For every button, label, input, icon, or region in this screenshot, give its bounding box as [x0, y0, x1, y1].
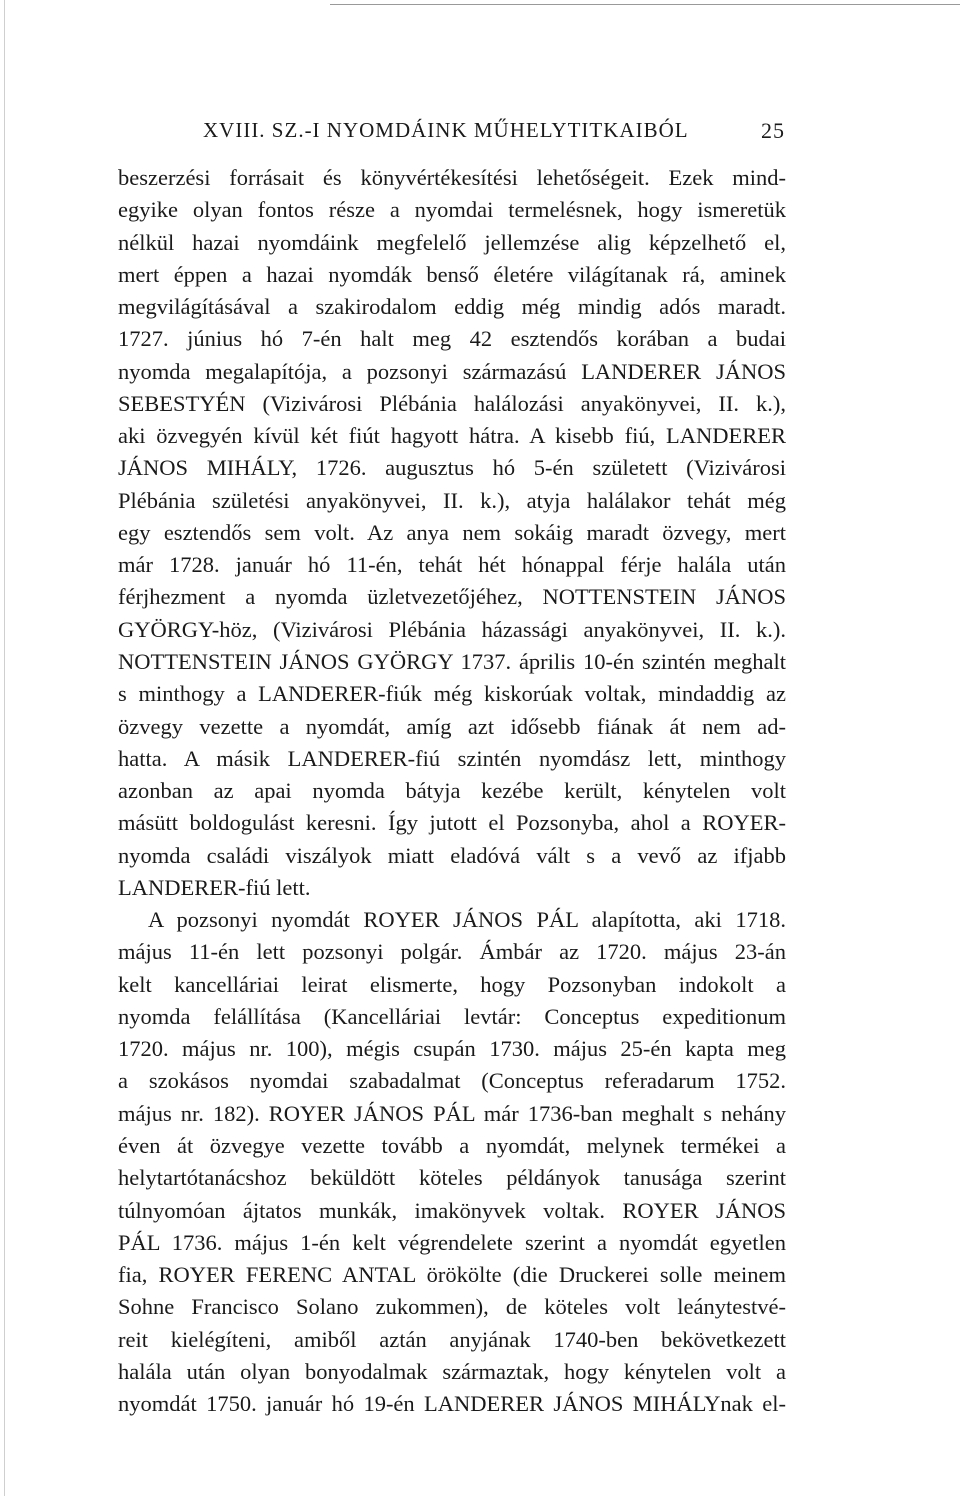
- text-line: azonban az apai nyomda bátyja kezébe került, kénytelen volt: [118, 778, 786, 804]
- text-line: PÁL 1736. május 1-én kelt végrendelete szerint a nyomdát egyetlen: [118, 1229, 786, 1255]
- text-line: halála után olyan bonyodalmak származtak, hogy kénytelen volt a: [118, 1358, 786, 1384]
- text-line: nyomdát 1750. január hó 19-én LANDERER JÁNOS MIHÁLYnak el-: [118, 1391, 786, 1417]
- scan-margin-line: [4, 0, 5, 1496]
- text-line: fia, ROYER FERENC ANTAL örökölte (die Druckerei solle meinem: [118, 1262, 786, 1288]
- text-line: egy esztendős sem volt. Az anya nem sokáig maradt özvegy, mert: [118, 519, 786, 545]
- text-line: mert éppen a hazai nyomdák benső életére világítanak rá, aminek: [118, 261, 786, 287]
- text-line: özvegy vezette a nyomdát, amíg azt idősebb fiának át nem ad-: [118, 713, 786, 739]
- running-head: [203, 118, 785, 148]
- text-line: helytartótanácshoz beküldött köteles példányok tanusága szerint: [118, 1165, 786, 1191]
- running-title: XVIII. SZ.-I NYOMDÁINK MŰHELYTITKAIBÓL: [203, 118, 689, 142]
- text-line: a szokásos nyomdai szabadalmat (Conceptus referadarum 1752.: [118, 1068, 786, 1094]
- text-line: Sohne Francisco Solano zukommen), de köteles volt leánytestvé-: [118, 1294, 786, 1320]
- text-line: reit kielégíteni, amiből aztán anyjának 1740-ben bekövetkezett: [118, 1326, 786, 1352]
- text-line: NOTTENSTEIN JÁNOS GYÖRGY 1737. április 10-én szintén meghalt: [118, 648, 786, 674]
- page-number: 25: [761, 118, 785, 143]
- text-line: LANDERER-fiú lett.: [118, 874, 311, 900]
- text-line: SEBESTYÉN (Vizivárosi Plébánia halálozási anyakönyvei, II. k.),: [118, 390, 786, 416]
- text-line: május 11-én lett pozsonyi polgár. Ámbár az 1720. május 23-án: [118, 939, 786, 965]
- scan-edge-line: [330, 4, 960, 5]
- body-text: [118, 162, 786, 1420]
- text-line: férjhezment a nyomda üzletvezetőjéhez, NOTTENSTEIN JÁNOS: [118, 584, 786, 610]
- text-line: túlnyomóan ájtatos munkák, imakönyvek voltak. ROYER JÁNOS: [118, 1197, 786, 1223]
- text-line: aki özvegyén kívül két fiút hagyott hátra. A kisebb fiú, LANDERER: [118, 423, 786, 449]
- text-line: 1727. június hó 7-én halt meg 42 esztendős korában a budai: [118, 326, 786, 352]
- text-line: JÁNOS MIHÁLY, 1726. augusztus hó 5-én született (Vizivárosi: [118, 455, 786, 481]
- text-line: nélkül hazai nyomdáink megfelelő jellemzése alig képzelhető el,: [118, 229, 786, 255]
- text-line: kelt kancelláriai leirat elismerte, hogy Pozsonyban indokolt a: [118, 971, 786, 997]
- text-line: már 1728. január hó 11-én, tehát hét hónappal férje halála után: [118, 552, 786, 578]
- text-line: május nr. 182). ROYER JÁNOS PÁL már 1736-ban meghalt s nehány: [118, 1100, 786, 1126]
- text-line: hatta. A másik LANDERER-fiú szintén nyomdász lett, minthogy: [118, 745, 786, 771]
- text-line: beszerzési forrásait és könyvértékesítési lehetőségeit. Ezek mind-: [118, 165, 786, 190]
- text-line: másütt boldogulást keresni. Így jutott el Pozsonyba, ahol a ROYER-: [118, 810, 786, 836]
- text-line: nyomda megalapítója, a pozsonyi származású LANDERER JÁNOS: [118, 358, 786, 384]
- text-line: 1720. május nr. 100), mégis csupán 1730. május 25-én kapta meg: [118, 1036, 786, 1062]
- text-line: egyike olyan fontos része a nyomdai termelésnek, hogy ismeretük: [118, 197, 786, 223]
- text-line: Plébánia születési anyakönyvei, II. k.), atyja halálakor tehát még: [118, 487, 786, 513]
- text-line: éven át özvegye vezette tovább a nyomdát, melynek termékei a: [118, 1132, 786, 1158]
- text-line: A pozsonyi nyomdát ROYER JÁNOS PÁL alapította, aki 1718.: [148, 907, 786, 933]
- text-line: megvilágításával a szakirodalom eddig még mindig adós maradt.: [118, 294, 786, 320]
- text-line: GYÖRGY-höz, (Vizivárosi Plébánia házassági anyakönyvei, II. k.).: [118, 616, 786, 642]
- text-line: s minthogy a LANDERER-fiúk még kiskorúak voltak, mindaddig az: [118, 681, 786, 707]
- text-line: nyomda családi viszályok miatt eladóvá vált s a vevő az ifjabb: [118, 842, 786, 868]
- text-line: nyomda felállítása (Kancelláriai levtár: Conceptus expeditionum: [118, 1003, 786, 1029]
